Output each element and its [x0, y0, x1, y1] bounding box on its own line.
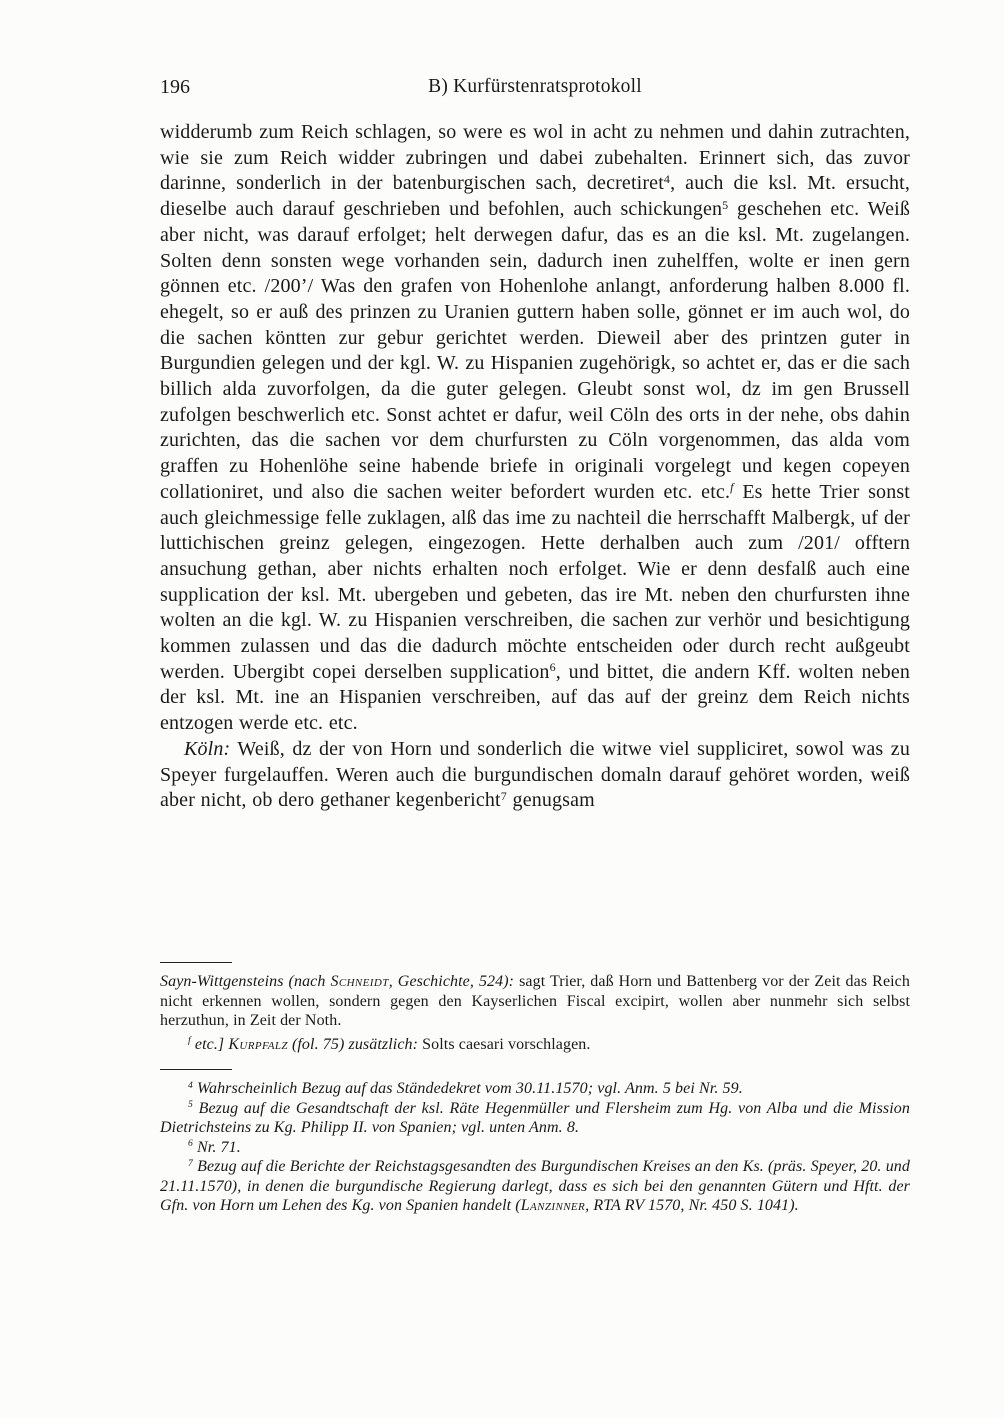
text-run: 6	[549, 660, 556, 675]
text-run: Nr. 71.	[192, 1138, 241, 1156]
footnote-number: 7	[188, 1157, 193, 1169]
text-run: , und bittet, die andern Kff. wolten neben der ksl. Mt. ine an Hispanien verschreiben, auf das auf der greinz dem Reich nichts entzogen werde etc. etc.	[160, 660, 910, 735]
apparatus-entry	[160, 972, 910, 1031]
footnote-separator-rule	[160, 1069, 232, 1070]
text-run: f	[188, 1035, 191, 1047]
text-run: Köln:	[184, 737, 231, 760]
text-run: Kurpfalz	[228, 1035, 288, 1053]
text-run: Wahrscheinlich Bezug auf das Ständedekret vom 30.11.1570; vgl. Anm. 5 bei Nr. 59.	[192, 1080, 743, 1097]
footnote-number: 4	[188, 1079, 193, 1091]
text-run: genugsam	[506, 789, 595, 812]
text-run: widderumb zum Reich schlagen, so were es wol in acht zu nehmen und dahin zutrachten, wie sie zum Reich widder zubringen und dabei zubehalten. Erinnert sich, das zuvor darinne, sonderlich in der batenburgischen sach, decretiret	[160, 121, 910, 195]
footnotes-block	[160, 1069, 910, 1216]
footnote	[160, 1079, 910, 1099]
footnote-text	[193, 1080, 743, 1097]
text-run: , auch die ksl. Mt. ersucht, dieselbe auch darauf geschrieben und befohlen, auch schickungen	[160, 172, 910, 221]
text-run: Solts caesari vorschlagen.	[418, 1035, 591, 1053]
footnote-text	[160, 1158, 910, 1214]
text-run: 7	[500, 788, 507, 803]
body-paragraph	[160, 120, 910, 737]
text-run: geschehen etc. Weiß aber nicht, was darauf erfolget; helt derwegen dafur, das es an die ksl. Mt. zugelangen. Solten denn sonsten wege vorhanden sein, dadurch inen zuhelffen, wolte er inen gern gönnen etc. /200’/ Was den grafen von Hohenlohe anlangt, anforderung halben 8.000 fl. ehegelt, so er auß des prinzen zu Uranien guttern haben solle, gönnet er im auch wol, do die sachen köntten zur gebur gerichtet werden. Dieweil aber des printzen guter in Burgundien gelegen und der kgl. W. zu Hispanien zugehörigk, so achtet er, das er die sach billich alda zuvorfolgen, da die guter gelegen. Gleubt sonst wol, dz im gen Brussell zufolgen beschwerlich etc. Sonst achtet er dafur, weil Cöln des orts in der nehe, obs dahin zurichten, das die sachen vor dem churfursten zu Cöln vorgenommen, das alda vom graffen zu Hohenlöhe seine habende briefe in originali vorgelegt und kegen copeyen collationiret, und also die sachen weiter befordert wurden etc. etc.	[160, 198, 910, 503]
text-run: Bezug auf die Berichte der Reichstagsgesandten des Burgundischen Kreises an den Ks. (präs. Speyer, 20. und 21.11.1570), in denen die burgundische Regierung darlegt, dass es sich bei den genannten Gütern und Hftt. der Gfn. von Horn um Lehen des Kg. von Spanien handelt (	[160, 1158, 910, 1214]
text-run: sagt Trier, daß Horn und Battenberg vor der Zeit das Reich nicht erkennen wollen, sondern gegen den Kayserlichen Fiscal excipirt, wollen aber nunmehr sich selbst herzuthun, in Zeit der Noth.	[160, 973, 910, 1029]
text-run: Weiß, dz der von Horn und sonderlich die witwe viel suppliciret, sowol was zu Speyer furgelauffen. Weren auch die burgundischen domaln darauf gehöret worden, weiß aber nicht, ob dero gethaner kegenbericht	[160, 737, 910, 812]
text-run: 4	[663, 171, 671, 186]
body-paragraph	[160, 737, 910, 814]
notes-region	[160, 962, 910, 1216]
page-number: 196	[160, 76, 190, 98]
text-run: etc.]	[190, 1035, 229, 1053]
footnote-list	[160, 1079, 910, 1216]
text-run: Sayn-Wittgensteins (nach	[160, 973, 331, 990]
text-run: Es hette Trier sonst auch gleichmessige felle zuklagen, alß das ime zu nachteil die herrschafft Malbergk, uf der luttichischen greinz gelegen, eingezogen. Hette derhalben auch zum /201/ offtern ansuchung gethan, aber nichts erhalten noch erfolget. Wie er denn desfalß auch eine supplication der ksl. Mt. ubergeben und gebeten, das ire Mt. neben den churfursten ihne wolten an die kgl. W. zu Hispanien verschreiben, die sachen zur verhör und besichtigung kommen zulassen und das die dadurch möchte entscheiden oder durch recht außgeubt werden. Ubergibt copei derselben supplication	[160, 480, 910, 683]
text-run: (fol. 75) zusätzlich:	[287, 1035, 419, 1053]
text-apparatus	[160, 962, 910, 1054]
apparatus-separator-rule	[160, 962, 232, 963]
footnote-number: 6	[188, 1138, 193, 1150]
text-run: Schneidt	[330, 973, 389, 990]
footnote	[160, 1138, 910, 1158]
main-text	[160, 120, 910, 814]
text-run: Lanzinner	[520, 1197, 586, 1214]
footnote-number: 5	[188, 1099, 193, 1111]
footnote	[160, 1157, 910, 1216]
footnote	[160, 1099, 910, 1138]
page-header	[160, 76, 910, 104]
footnote-text	[193, 1139, 241, 1156]
text-run: f	[730, 480, 734, 495]
footnote-text	[160, 1100, 910, 1137]
text-run: 5	[722, 197, 729, 212]
text-run: , RTA RV 1570, Nr. 450 S. 1041).	[585, 1197, 799, 1214]
text-run: Bezug auf die Gesandtschaft der ksl. Räte Hegenmüller und Flersheim zum Hg. von Alba und die Mission Dietrichsteins zu Kg. Philipp II. von Spanien; vgl. unten Anm. 8.	[160, 1099, 910, 1136]
text-run: , Geschichte, 524):	[388, 973, 515, 990]
apparatus-entry	[160, 1035, 910, 1055]
running-header: B) Kurfürstenratsprotokoll	[428, 76, 642, 97]
